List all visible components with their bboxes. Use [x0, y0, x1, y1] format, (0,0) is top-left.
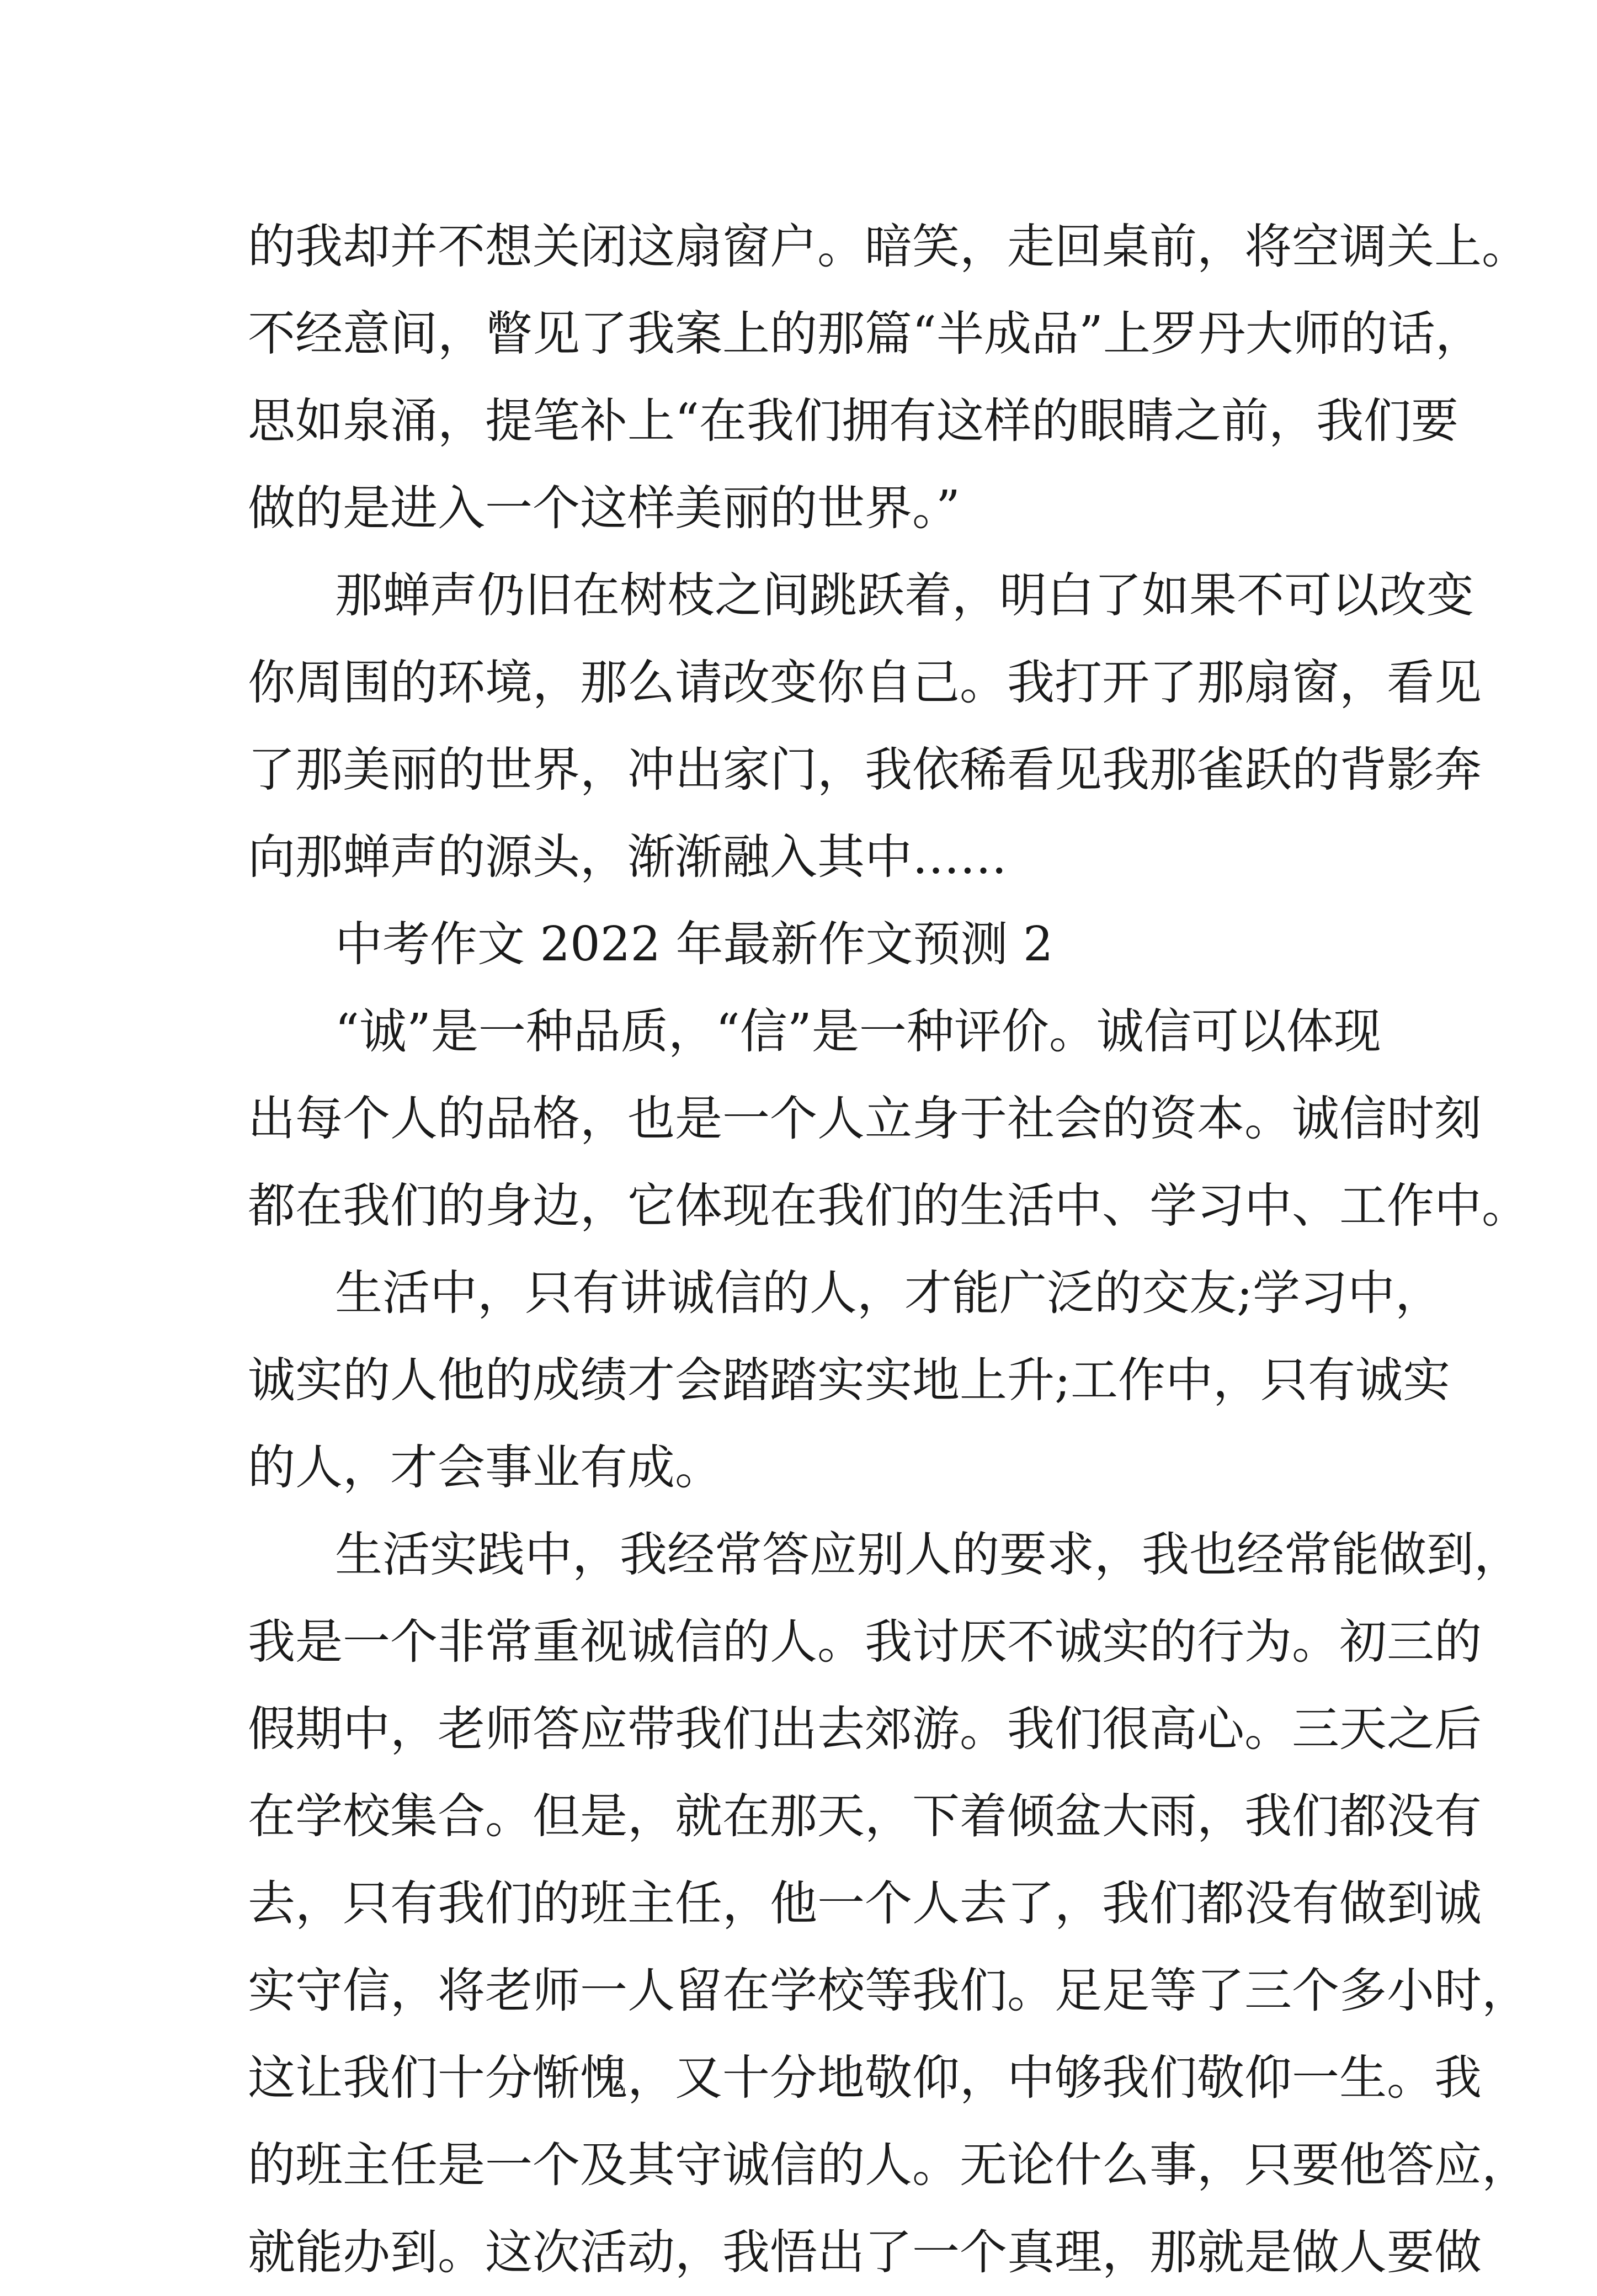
text-line-14: 诚实的人他的成绩才会踏踏实实地上升;工作中，只有诚实 — [248, 1353, 1450, 1408]
text-line-13: 生活中，只有讲诚信的人，才能广泛的交友;学习中， — [335, 1266, 1442, 1321]
text-line-4: 做的是进入一个这样美丽的世界。” — [248, 481, 960, 536]
text-line-6: 你周围的环境，那么请改变你自己。我打开了那扇窗，看见 — [248, 655, 1482, 710]
text-line-12: 都在我们的身边，它体现在我们的生活中、学习中、工作中。 — [248, 1178, 1529, 1234]
text-line-21: 实守信，将老师一人留在学校等我们。足足等了三个多小时， — [248, 1963, 1529, 2018]
text-line-11: 出每个人的品格，也是一个人立身于社会的资本。诚信时刻 — [248, 1091, 1482, 1146]
document-page — [248, 203, 1529, 2296]
text-line-17: 我是一个非常重视诚信的人。我讨厌不诚实的行为。初三的 — [248, 1614, 1482, 1670]
text-line-20: 去，只有我们的班主任，他一个人去了，我们都没有做到诚 — [248, 1876, 1482, 1931]
text-line-10: “诚”是一种品质，“信”是一种评价。诚信可以体现 — [335, 1004, 1381, 1059]
text-line-15: 的人，才会事业有成。 — [248, 1440, 722, 1495]
text-line-16: 生活实践中，我经常答应别人的要求，我也经常能做到， — [335, 1527, 1521, 1582]
text-line-8: 向那蝉声的源头，渐渐融入其中…… — [248, 830, 1007, 885]
text-line-18: 假期中，老师答应带我们出去郊游。我们很高心。三天之后 — [248, 1702, 1482, 1757]
text-line-23: 的班主任是一个及其守诚信的人。无论什么事，只要他答应， — [248, 2138, 1529, 2193]
text-line-3: 思如泉涌，提笔补上“在我们拥有这样的眼睛之前，我们要 — [248, 394, 1458, 449]
section-heading: 中考作文 2022 年最新作文预测 2 — [335, 917, 1053, 972]
text-line-2: 不经意间，瞥见了我案上的那篇“半成品”上罗丹大师的话， — [248, 306, 1483, 362]
text-line-24: 就能办到。这次活动，我悟出了一个真理，那就是做人要做 — [248, 2225, 1482, 2280]
text-line-1: 的我却并不想关闭这扇窗户。暗笑，走回桌前，将空调关上。 — [248, 219, 1529, 274]
text-line-19: 在学校集合。但是，就在那天，下着倾盆大雨，我们都没有 — [248, 1789, 1482, 1844]
text-line-7: 了那美丽的世界，冲出家门，我依稀看见我那雀跃的背影奔 — [248, 742, 1482, 798]
text-line-22: 这让我们十分惭愧，又十分地敬仰，中够我们敬仰一生。我 — [248, 2050, 1482, 2106]
text-line-5: 那蝉声仍旧在树枝之间跳跃着，明白了如果不可以改变 — [335, 568, 1474, 623]
